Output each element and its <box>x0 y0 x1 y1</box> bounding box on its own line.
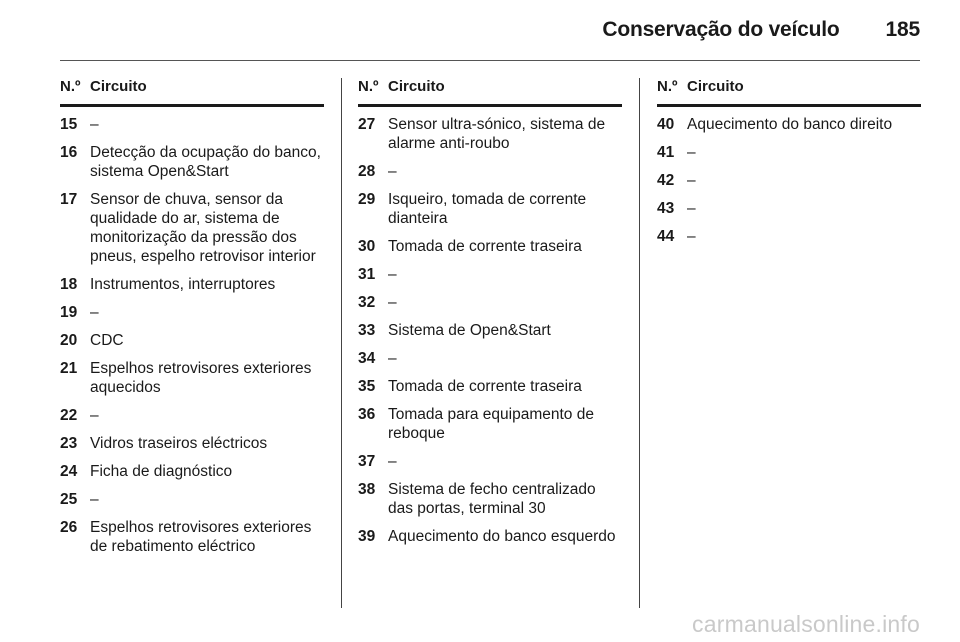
circuit-header: Circuito <box>90 78 147 95</box>
fuse-row <box>60 462 324 481</box>
fuse-number: 36 <box>358 406 376 423</box>
circuit-description: – <box>687 172 696 189</box>
circuit-description: CDC <box>90 332 124 349</box>
circuit-description: Sistema de fecho centralizado das portas, terminal 30 <box>388 481 596 517</box>
fuse-number: 38 <box>358 481 376 498</box>
fuse-row <box>657 171 921 190</box>
fuse-row <box>60 434 324 453</box>
fuse-number: 15 <box>60 116 78 133</box>
fuse-row <box>358 237 622 256</box>
page-header <box>60 18 920 42</box>
number-header: N.º <box>60 78 81 95</box>
circuit-description: – <box>90 407 99 424</box>
fuse-number: 34 <box>358 350 376 367</box>
fuse-row <box>358 480 622 518</box>
circuit-description: Tomada para equipamento de reboque <box>388 406 594 442</box>
circuit-description: – <box>90 491 99 508</box>
fuse-number: 24 <box>60 463 78 480</box>
fuse-row <box>657 115 921 134</box>
circuit-description: Tomada de corrente traseira <box>388 378 582 395</box>
fuse-table-column-1 <box>60 78 324 565</box>
column-divider <box>341 78 342 608</box>
circuit-description: Isqueiro, tomada de corrente dianteira <box>388 191 587 227</box>
fuse-number: 17 <box>60 191 78 208</box>
fuse-table-column-3 <box>657 78 921 255</box>
fuse-number: 32 <box>358 294 376 311</box>
fuse-table-column-2 <box>358 78 622 555</box>
fuse-row <box>358 527 622 546</box>
fuse-row <box>358 115 622 153</box>
fuse-row <box>358 321 622 340</box>
fuse-rows <box>60 115 324 556</box>
fuse-row <box>60 518 324 556</box>
fuse-number: 28 <box>358 163 376 180</box>
fuse-row <box>358 162 622 181</box>
fuse-row <box>60 331 324 350</box>
column-header <box>60 78 324 107</box>
fuse-row <box>60 406 324 425</box>
fuse-row <box>60 359 324 397</box>
circuit-description: – <box>90 304 99 321</box>
circuit-header: Circuito <box>388 78 445 95</box>
fuse-number: 33 <box>358 322 376 339</box>
column-header <box>657 78 921 107</box>
page-number: 185 <box>885 18 920 41</box>
fuse-number: 41 <box>657 144 675 161</box>
page-title: Conservação do veículo <box>602 18 840 41</box>
fuse-number: 40 <box>657 116 675 133</box>
circuit-description: Sensor de chuva, sensor da qualidade do ar, sistema de monitorização da pressão dos pneus, espelho retrovisor interior <box>90 191 316 265</box>
circuit-description: – <box>388 350 397 367</box>
number-header: N.º <box>358 78 379 95</box>
circuit-description: Instrumentos, interruptores <box>90 276 276 293</box>
fuse-row <box>60 490 324 509</box>
circuit-description: – <box>388 453 397 470</box>
fuse-number: 18 <box>60 276 78 293</box>
fuse-number: 31 <box>358 266 376 283</box>
fuse-number: 25 <box>60 491 78 508</box>
circuit-description: – <box>687 228 696 245</box>
fuse-number: 43 <box>657 200 675 217</box>
number-header: N.º <box>657 78 678 95</box>
fuse-row <box>60 143 324 181</box>
fuse-number: 26 <box>60 519 78 536</box>
fuse-row <box>60 115 324 134</box>
circuit-description: – <box>687 200 696 217</box>
fuse-number: 39 <box>358 528 376 545</box>
fuse-row <box>358 293 622 312</box>
circuit-description: Sistema de Open&Start <box>388 322 551 339</box>
fuse-number: 37 <box>358 453 376 470</box>
circuit-description: Vidros traseiros eléctricos <box>90 435 268 452</box>
circuit-description: – <box>90 116 99 133</box>
circuit-description: Aquecimento do banco direito <box>687 116 893 133</box>
circuit-description: Espelhos retrovisores exteriores de rebatimento eléctrico <box>90 519 312 555</box>
fuse-number: 20 <box>60 332 78 349</box>
circuit-description: Aquecimento do banco esquerdo <box>388 528 616 545</box>
fuse-number: 23 <box>60 435 78 452</box>
watermark: carmanualsonline.info <box>692 611 920 637</box>
fuse-row <box>60 303 324 322</box>
fuse-number: 44 <box>657 228 675 245</box>
fuse-rows <box>358 115 622 546</box>
fuse-row <box>358 265 622 284</box>
circuit-description: Detecção da ocupação do banco, sistema Open&Start <box>90 144 321 180</box>
circuit-description: – <box>388 163 397 180</box>
circuit-description: Tomada de corrente traseira <box>388 238 582 255</box>
fuse-number: 21 <box>60 360 78 377</box>
fuse-row <box>358 349 622 368</box>
fuse-number: 30 <box>358 238 376 255</box>
fuse-rows <box>657 115 921 246</box>
fuse-row <box>657 143 921 162</box>
fuse-number: 35 <box>358 378 376 395</box>
fuse-row <box>358 190 622 228</box>
fuse-row <box>60 275 324 294</box>
circuit-description: – <box>388 294 397 311</box>
column-header <box>358 78 622 107</box>
circuit-description: Ficha de diagnóstico <box>90 463 233 480</box>
fuse-row <box>60 190 324 266</box>
circuit-description: Espelhos retrovisores exteriores aquecidos <box>90 360 312 396</box>
fuse-number: 27 <box>358 116 376 133</box>
header-divider <box>60 60 920 61</box>
fuse-row <box>657 227 921 246</box>
fuse-row <box>358 405 622 443</box>
circuit-header: Circuito <box>687 78 744 95</box>
fuse-number: 42 <box>657 172 675 189</box>
circuit-description: Sensor ultra-sónico, sistema de alarme anti-roubo <box>388 116 606 152</box>
column-divider <box>639 78 640 608</box>
fuse-row <box>358 452 622 471</box>
fuse-row <box>657 199 921 218</box>
circuit-description: – <box>388 266 397 283</box>
fuse-number: 29 <box>358 191 376 208</box>
fuse-number: 19 <box>60 304 78 321</box>
fuse-number: 16 <box>60 144 78 161</box>
fuse-number: 22 <box>60 407 78 424</box>
circuit-description: – <box>687 144 696 161</box>
fuse-row <box>358 377 622 396</box>
